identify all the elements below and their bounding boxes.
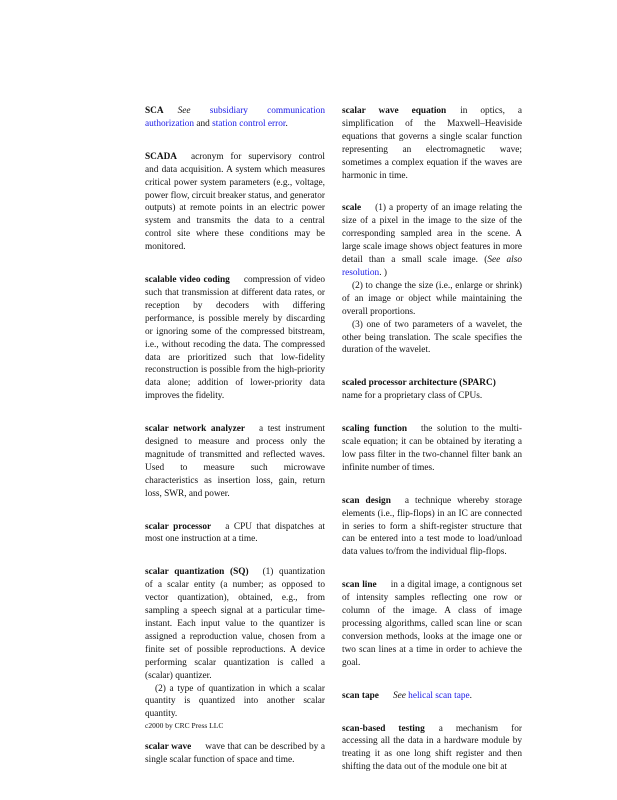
and-text: and xyxy=(196,118,210,129)
definition-3: (3) one of two parameters of a wavelet, the other being translation. The scale specifies the duration of the wavelet. xyxy=(342,319,522,356)
definition-2: (2) to change the size (i.e., enlarge or shrink) of an image or object while maintaining the overall proportions. xyxy=(342,280,522,317)
see-label: See xyxy=(177,106,191,116)
see-label: See xyxy=(392,690,406,701)
definition-1-end: . ) xyxy=(379,267,387,278)
link-helical-scan-tape[interactable]: helical scan tape xyxy=(408,690,470,701)
definition: acronym for supervisory control and data acquisition. A system which measures critical power system parameters (e.g., voltage, power flow, circuit breaker status, and generator outputs) at remote points in an electric power system and transmits the data to a central control site where these conditions may be monitored. xyxy=(145,151,325,253)
definition: a test instrument designed to measure and process only the magnitude of transmitted and reflected waves. Used to measure such microwave characteristics as insertion loss, gain, return loss, SWR, and power. xyxy=(145,424,325,499)
period: . xyxy=(285,118,288,129)
copyright-footer: c2000 by CRC Press LLC xyxy=(145,721,224,730)
term-scalar-processor: scalar processor xyxy=(145,521,212,532)
entry-scada xyxy=(145,151,325,254)
term-scalar-wave: scalar wave xyxy=(145,742,192,753)
term-scan-based-testing: scan-based testing xyxy=(342,723,425,734)
term-scale: scale xyxy=(342,203,362,214)
entry-scan-design xyxy=(342,495,522,560)
definition: a CPU that dispatches at most one instruction at a time. xyxy=(145,521,325,545)
entry-sca xyxy=(145,105,325,131)
entry-scalar-wave xyxy=(145,741,325,767)
entry-scalar-quantization xyxy=(145,566,325,721)
term-scalar-network-analyzer: scalar network analyzer xyxy=(145,424,245,435)
term-scalar-quantization: scalar quantization (SQ) xyxy=(145,567,249,578)
definition: name for a proprietary class of CPUs. xyxy=(342,391,483,402)
definition: compression of video such that transmission at different data rates, or reception by decoders with differing performance, is possible merely by discarding or ignoring some of the compressed bitstream, i.e., without recoding the data. The compressed data are prioritized such that low-fidelity reconstruction is possible from the high-priority data alone; addition of lower-priority data improves the fidelity. xyxy=(145,275,325,402)
definition: a technique whereby storage elements (i.e., flip-flops) in an IC are connected in series to form a shift-register structure that can be entered into a test mode to load/unload data values to/from the individual flip-flops. xyxy=(342,495,522,558)
left-column xyxy=(145,105,325,787)
entry-scan-tape xyxy=(342,690,522,703)
entry-scalar-wave-equation xyxy=(342,105,522,182)
definition: a mechanism for accessing all the data in a hardware module by treating it as one long shift register and then shifting the data out of the module one bit at xyxy=(342,723,522,773)
entry-scan-based-testing xyxy=(342,723,522,775)
term-scan-design: scan design xyxy=(342,495,391,506)
term-scan-line: scan line xyxy=(342,580,377,591)
right-column xyxy=(342,105,522,794)
period: . xyxy=(469,690,472,701)
definition-1: (1) a property of an image relating the size of a pixel in the image to the size of the corresponding sampled area in the scene. A large scale image shows object features in more detail than a small scale image. ( xyxy=(342,203,522,266)
link-station-control-error[interactable]: station control error xyxy=(212,118,286,129)
entry-scale xyxy=(342,202,522,357)
entry-scalable-video-coding xyxy=(145,274,325,403)
link-resolution[interactable]: resolution xyxy=(342,267,380,278)
entry-scalar-network-analyzer xyxy=(145,423,325,500)
term-scalar-wave-equation: scalar wave equation xyxy=(342,106,447,116)
link-subsidiary-communication-authorization[interactable]: subsidiary communication authorization xyxy=(145,106,325,129)
definition-2: (2) a type of quantization in which a scalar quantity is quantized into another scalar quantity. xyxy=(145,683,325,720)
term-scaling-function: scaling function xyxy=(342,424,408,435)
term-sparc: scaled processor architecture (SPARC) xyxy=(342,378,496,389)
entry-sparc xyxy=(342,377,522,403)
term-scalable-video-coding: scalable video coding xyxy=(145,275,230,286)
definition: in optics, a simplification of the Maxwell–Heaviside equations that governs a single scalar function representing an electromagnetic wave; sometimes a complex equation if the waves are harmonic in time. xyxy=(342,106,522,181)
entry-scalar-processor xyxy=(145,521,325,547)
see-also-label: See also xyxy=(487,255,522,266)
definition: the solution to the multi-scale equation; it can be obtained by iterating a low pass filter in the two-channel filter bank an infinite number of times. xyxy=(342,424,522,473)
definition: wave that can be described by a single scalar function of space and time. xyxy=(145,742,325,766)
definition: in a digital image, a contignous set of intensity samples reflecting one row or column of the image. A class of image processing algorithms, called scan line or scan conversion methods, looks at the image one or two scan lines at a time in order to achieve the goal. xyxy=(342,580,522,668)
entry-scaling-function xyxy=(342,423,522,475)
entry-scan-line xyxy=(342,579,522,669)
term-scan-tape: scan tape xyxy=(342,690,379,701)
definition-1: (1) quantization of a scalar entity (a number; as opposed to vector quantization), obtained, e.g., from sampling a speech signal at a particular time-instant. Each input value to the quantizer is assigned a reproduction value, chosen from a finite set of possible reproductions. A device performing scalar quantization is called a (scalar) quantizer. xyxy=(145,567,325,681)
term-sca: SCA xyxy=(145,106,164,116)
term-scada: SCADA xyxy=(145,151,178,162)
